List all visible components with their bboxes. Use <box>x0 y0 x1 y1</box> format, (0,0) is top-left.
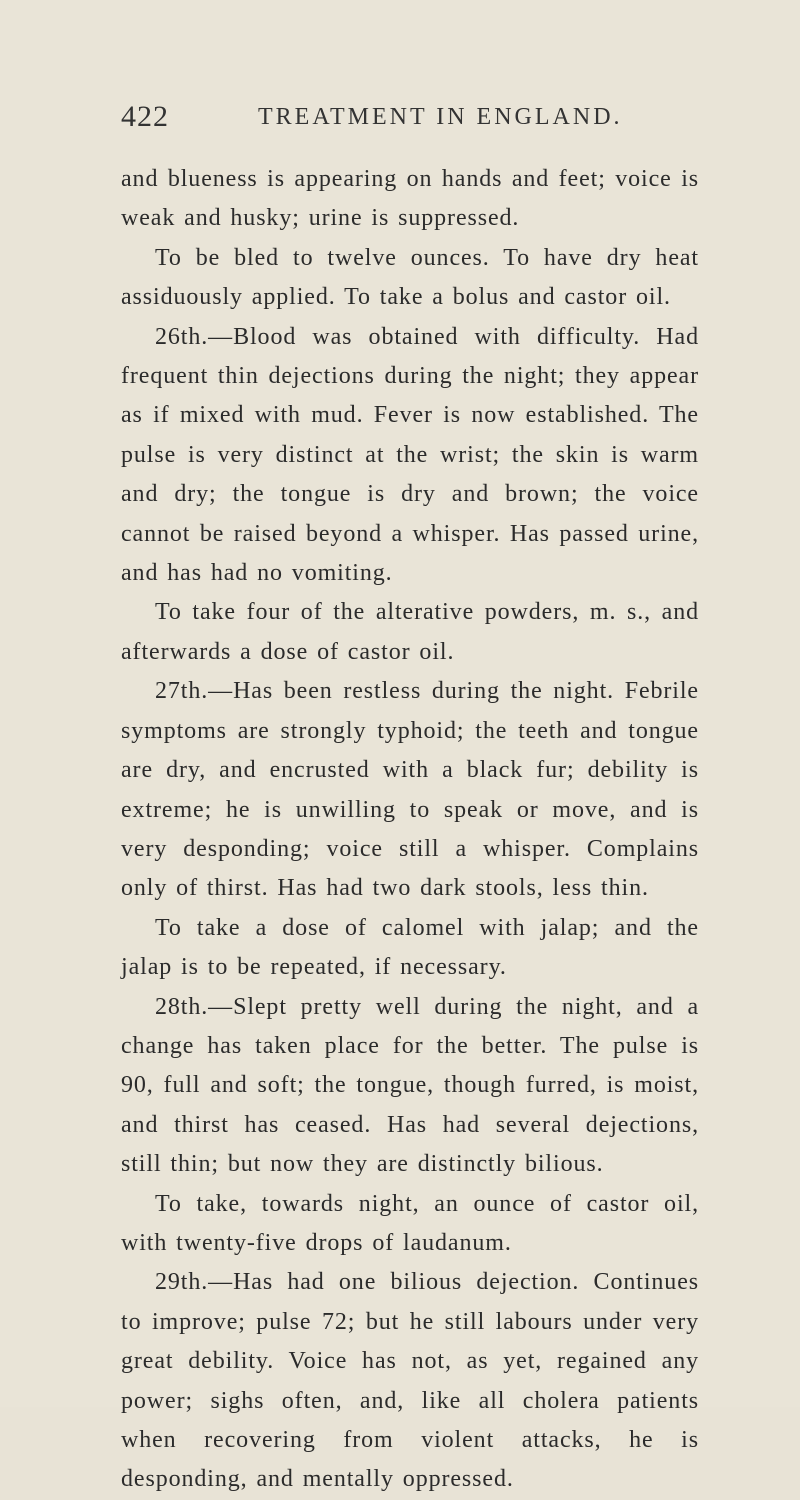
paragraph-28th: 28th.—Slept pretty well during the night, and a change has taken place for the better. The pulse is 90, full and soft; the tongue, though furred, is moist, and thirst has ceased. Has had several dejections, still thin; but now they are distinctly bilious. <box>121 993 699 1178</box>
paragraph-prescription: To take, towards night, an ounce of castor oil, with twenty-five drops of laudanum. <box>121 1190 699 1256</box>
paragraph-29th: 29th.—Has had one bilious dejection. Continues to improve; pulse 72; but he still labours under very great debility. Voice has not, as yet, regained any power; sighs often, and, like all cholera patients when recovering from violent attacks, he is desponding, and mentally oppressed. <box>121 1269 699 1493</box>
body-text <box>121 160 699 1500</box>
page-header <box>0 100 800 140</box>
paragraph-26th: 26th.—Blood was obtained with difficulty. Had frequent thin dejections during the night; they appear as if mixed with mud. Fever is now established. The pulse is very distinct at the wrist; the skin is warm and dry; the tongue is dry and brown; the voice cannot be raised beyond a whisper. Has passed urine, and has had no vomiting. <box>121 323 699 587</box>
paragraph-prescription: To be bled to twelve ounces. To have dry heat assiduously applied. To take a bolus and castor oil. <box>121 244 699 311</box>
page-number: 422 <box>121 100 169 133</box>
paragraph-continuation: and blueness is appearing on hands and feet; voice is weak and husky; urine is suppressed. <box>121 166 699 232</box>
running-head: TREATMENT IN ENGLAND. <box>258 104 623 130</box>
paragraph-prescription: To take a dose of calomel with jalap; and the jalap is to be repeated, if necessary. <box>121 914 699 981</box>
paragraph-prescription: To take four of the alterative powders, m. s., and afterwards a dose of castor oil. <box>121 599 699 665</box>
paragraph-27th: 27th.—Has been restless during the night. Febrile symptoms are strongly typhoid; the teeth and tongue are dry, and encrusted with a black fur; debility is extreme; he is unwilling to speak or move, and is very desponding; voice still a whisper. Complains only of thirst. Has had two dark stools, less thin. <box>121 678 699 902</box>
